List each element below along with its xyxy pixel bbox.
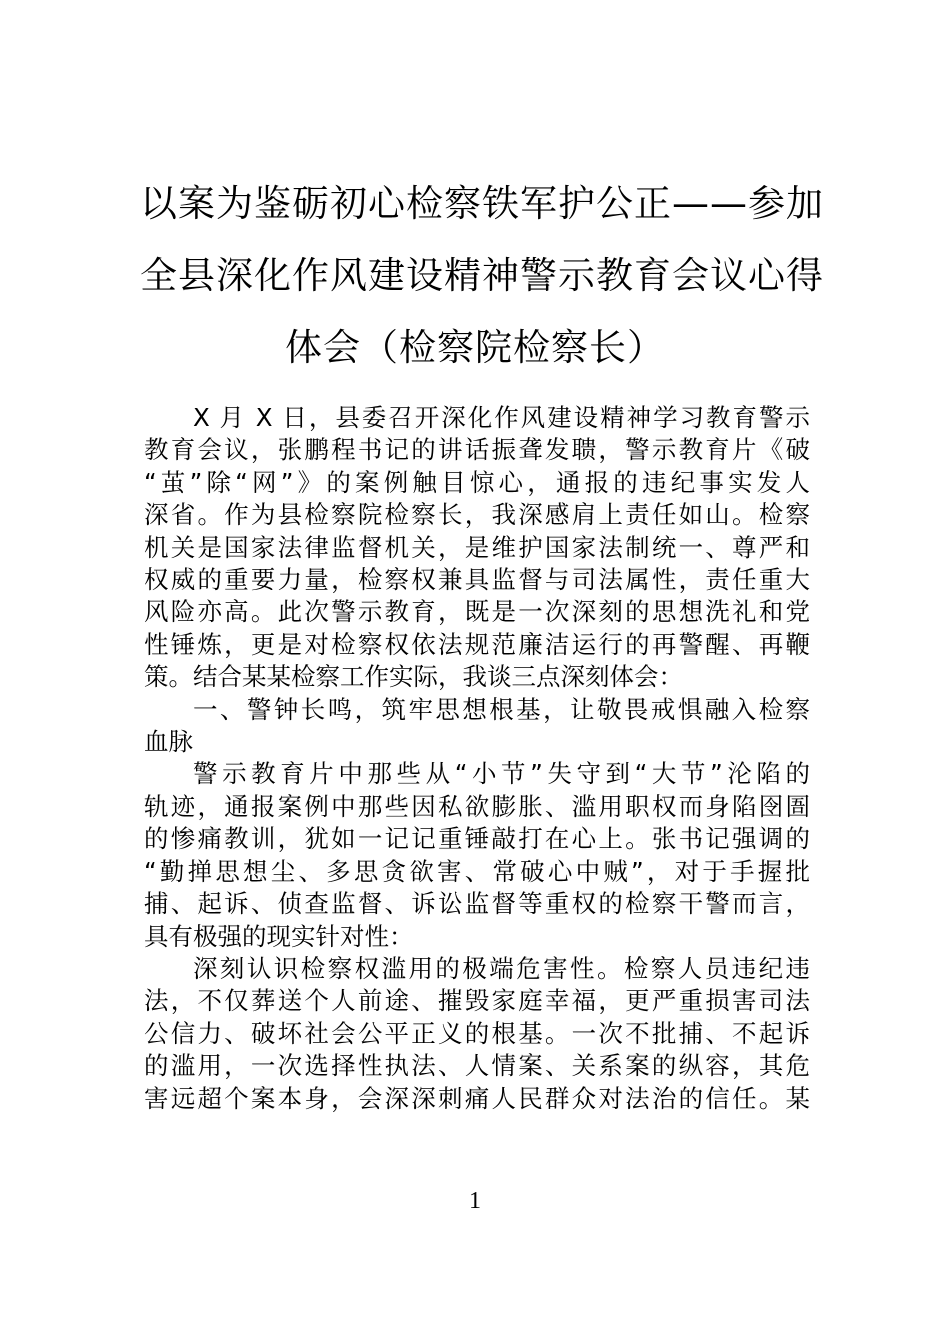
text-line: “勤掸思想尘、多思贪欲害、常破心中贼”，对于手握批 xyxy=(144,856,810,886)
page-number: 1 xyxy=(469,1188,481,1214)
text-line: 机关是国家法律监督机关，是维护国家法制统一、尊严和 xyxy=(144,532,810,562)
text-line: 害远超个案本身，会深深刺痛人民群众对法治的信任。某 xyxy=(144,1083,810,1113)
heading-line: 血脉 xyxy=(144,727,193,757)
text-line: 教育会议，张鹏程书记的讲话振聋发聩，警示教育片《破 xyxy=(144,435,810,465)
text-line: 的滥用，一次选择性执法、人情案、关系案的纵容，其危 xyxy=(144,1051,810,1081)
paragraph-intro xyxy=(144,402,810,694)
title-line: 以案为鉴砺初心检察铁军护公正——参加 xyxy=(140,182,824,225)
text-line: 深省。作为县检察院检察长，我深感肩上责任如山。检察 xyxy=(144,500,810,530)
text-line: 法，不仅葬送个人前途、摧毁家庭幸福，更严重损害司法 xyxy=(144,986,810,1016)
text-line: 风险亦高。此次警示教育，既是一次深刻的思想洗礼和党 xyxy=(144,597,810,627)
section-heading-1 xyxy=(144,694,810,759)
paragraph-harm xyxy=(144,953,810,1115)
text-line: 性锤炼，更是对检察权依法规范廉洁运行的再警醒、再鞭 xyxy=(144,629,810,659)
text-line: 权威的重要力量，检察权兼具监督与司法属性，责任重大 xyxy=(144,565,810,595)
text-line: 警示教育片中那些从“小节”失守到“大节”沦陷的 xyxy=(193,759,810,789)
text-line: X 月 X 日，县委召开深化作风建设精神学习教育警示 xyxy=(193,403,810,432)
text-line: “茧”除“网”》的案例触目惊心，通报的违纪事实发人 xyxy=(144,467,810,497)
paragraph-warning-film xyxy=(144,758,810,952)
document-body xyxy=(144,402,810,1115)
text-line: 的惨痛教训，犹如一记记重锤敲打在心上。张书记强调的 xyxy=(144,824,810,854)
text-line: 深刻认识检察权滥用的极端危害性。检察人员违纪违 xyxy=(193,953,810,983)
text-line: 捕、起诉、侦查监督、诉讼监督等重权的检察干警而言， xyxy=(144,889,810,919)
title-line: 体会（检察院检察长） xyxy=(285,326,665,369)
text-line: 轨迹，通报案例中那些因私欲膨胀、滥用职权而身陷囹圄 xyxy=(144,791,810,821)
text-line: 具有极强的现实针对性： xyxy=(144,921,414,951)
document-title xyxy=(140,168,824,384)
text-line: 策。结合某某检察工作实际，我谈三点深刻体会： xyxy=(144,662,683,692)
text-line: 公信力、破坏社会公平正义的根基。一次不批捕、不起诉 xyxy=(144,1018,810,1048)
title-line: 全县深化作风建设精神警示教育会议心得 xyxy=(140,254,824,297)
heading-line: 一、警钟长鸣，筑牢思想根基，让敬畏戒惧融入检察 xyxy=(193,694,810,724)
